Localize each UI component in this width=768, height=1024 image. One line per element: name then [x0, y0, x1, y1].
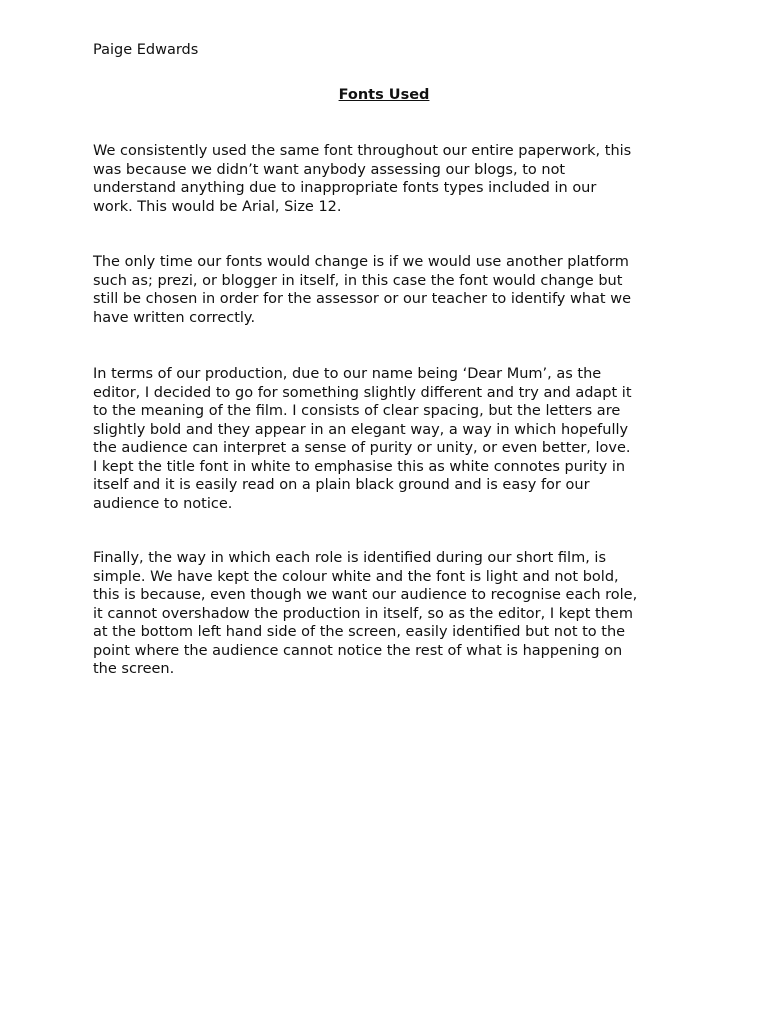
author-name: Paige Edwards	[93, 42, 199, 58]
document-title: Fonts Used	[338, 87, 430, 103]
paragraph-platform-changes: The only time our fonts would change is if we would use another platform such as; prezi, or blogger in itself, in this case the font would change but still be chosen in order for the assessor or our teacher to identify what we have written correctly.	[93, 254, 631, 326]
paragraph-role-credits: Finally, the way in which each role is identified during our short film, is simple. We have kept the colour white and the font is light and not bold, this is because, even though we want our audience to recognise each role, it cannot overshadow the production in itself, so as the editor, I kept them at the bottom left hand side of the screen, easily identified but not to the point where the audience cannot notice the rest of what is happening on the screen.	[93, 550, 638, 677]
paragraph-font-consistency: We consistently used the same font throughout our entire paperwork, this was because we didn’t want anybody assessing our blogs, to not understand anything due to inappropriate fonts types included in our work. This would be Arial, Size 12.	[93, 143, 632, 215]
paragraph-production-title-font: In terms of our production, due to our name being ‘Dear Mum’, as the editor, I decided to go for something slightly different and try and adapt it to the meaning of the film. I consists of clear spacing, but the letters are slightly bold and they appear in an elegant way, a way in which hopefully the audience can interpret a sense of purity or unity, or even better, love. I kept the title font in white to emphasise this as white connotes purity in itself and it is easily read on a plain black ground and is easy for our audience to notice.	[93, 366, 632, 512]
